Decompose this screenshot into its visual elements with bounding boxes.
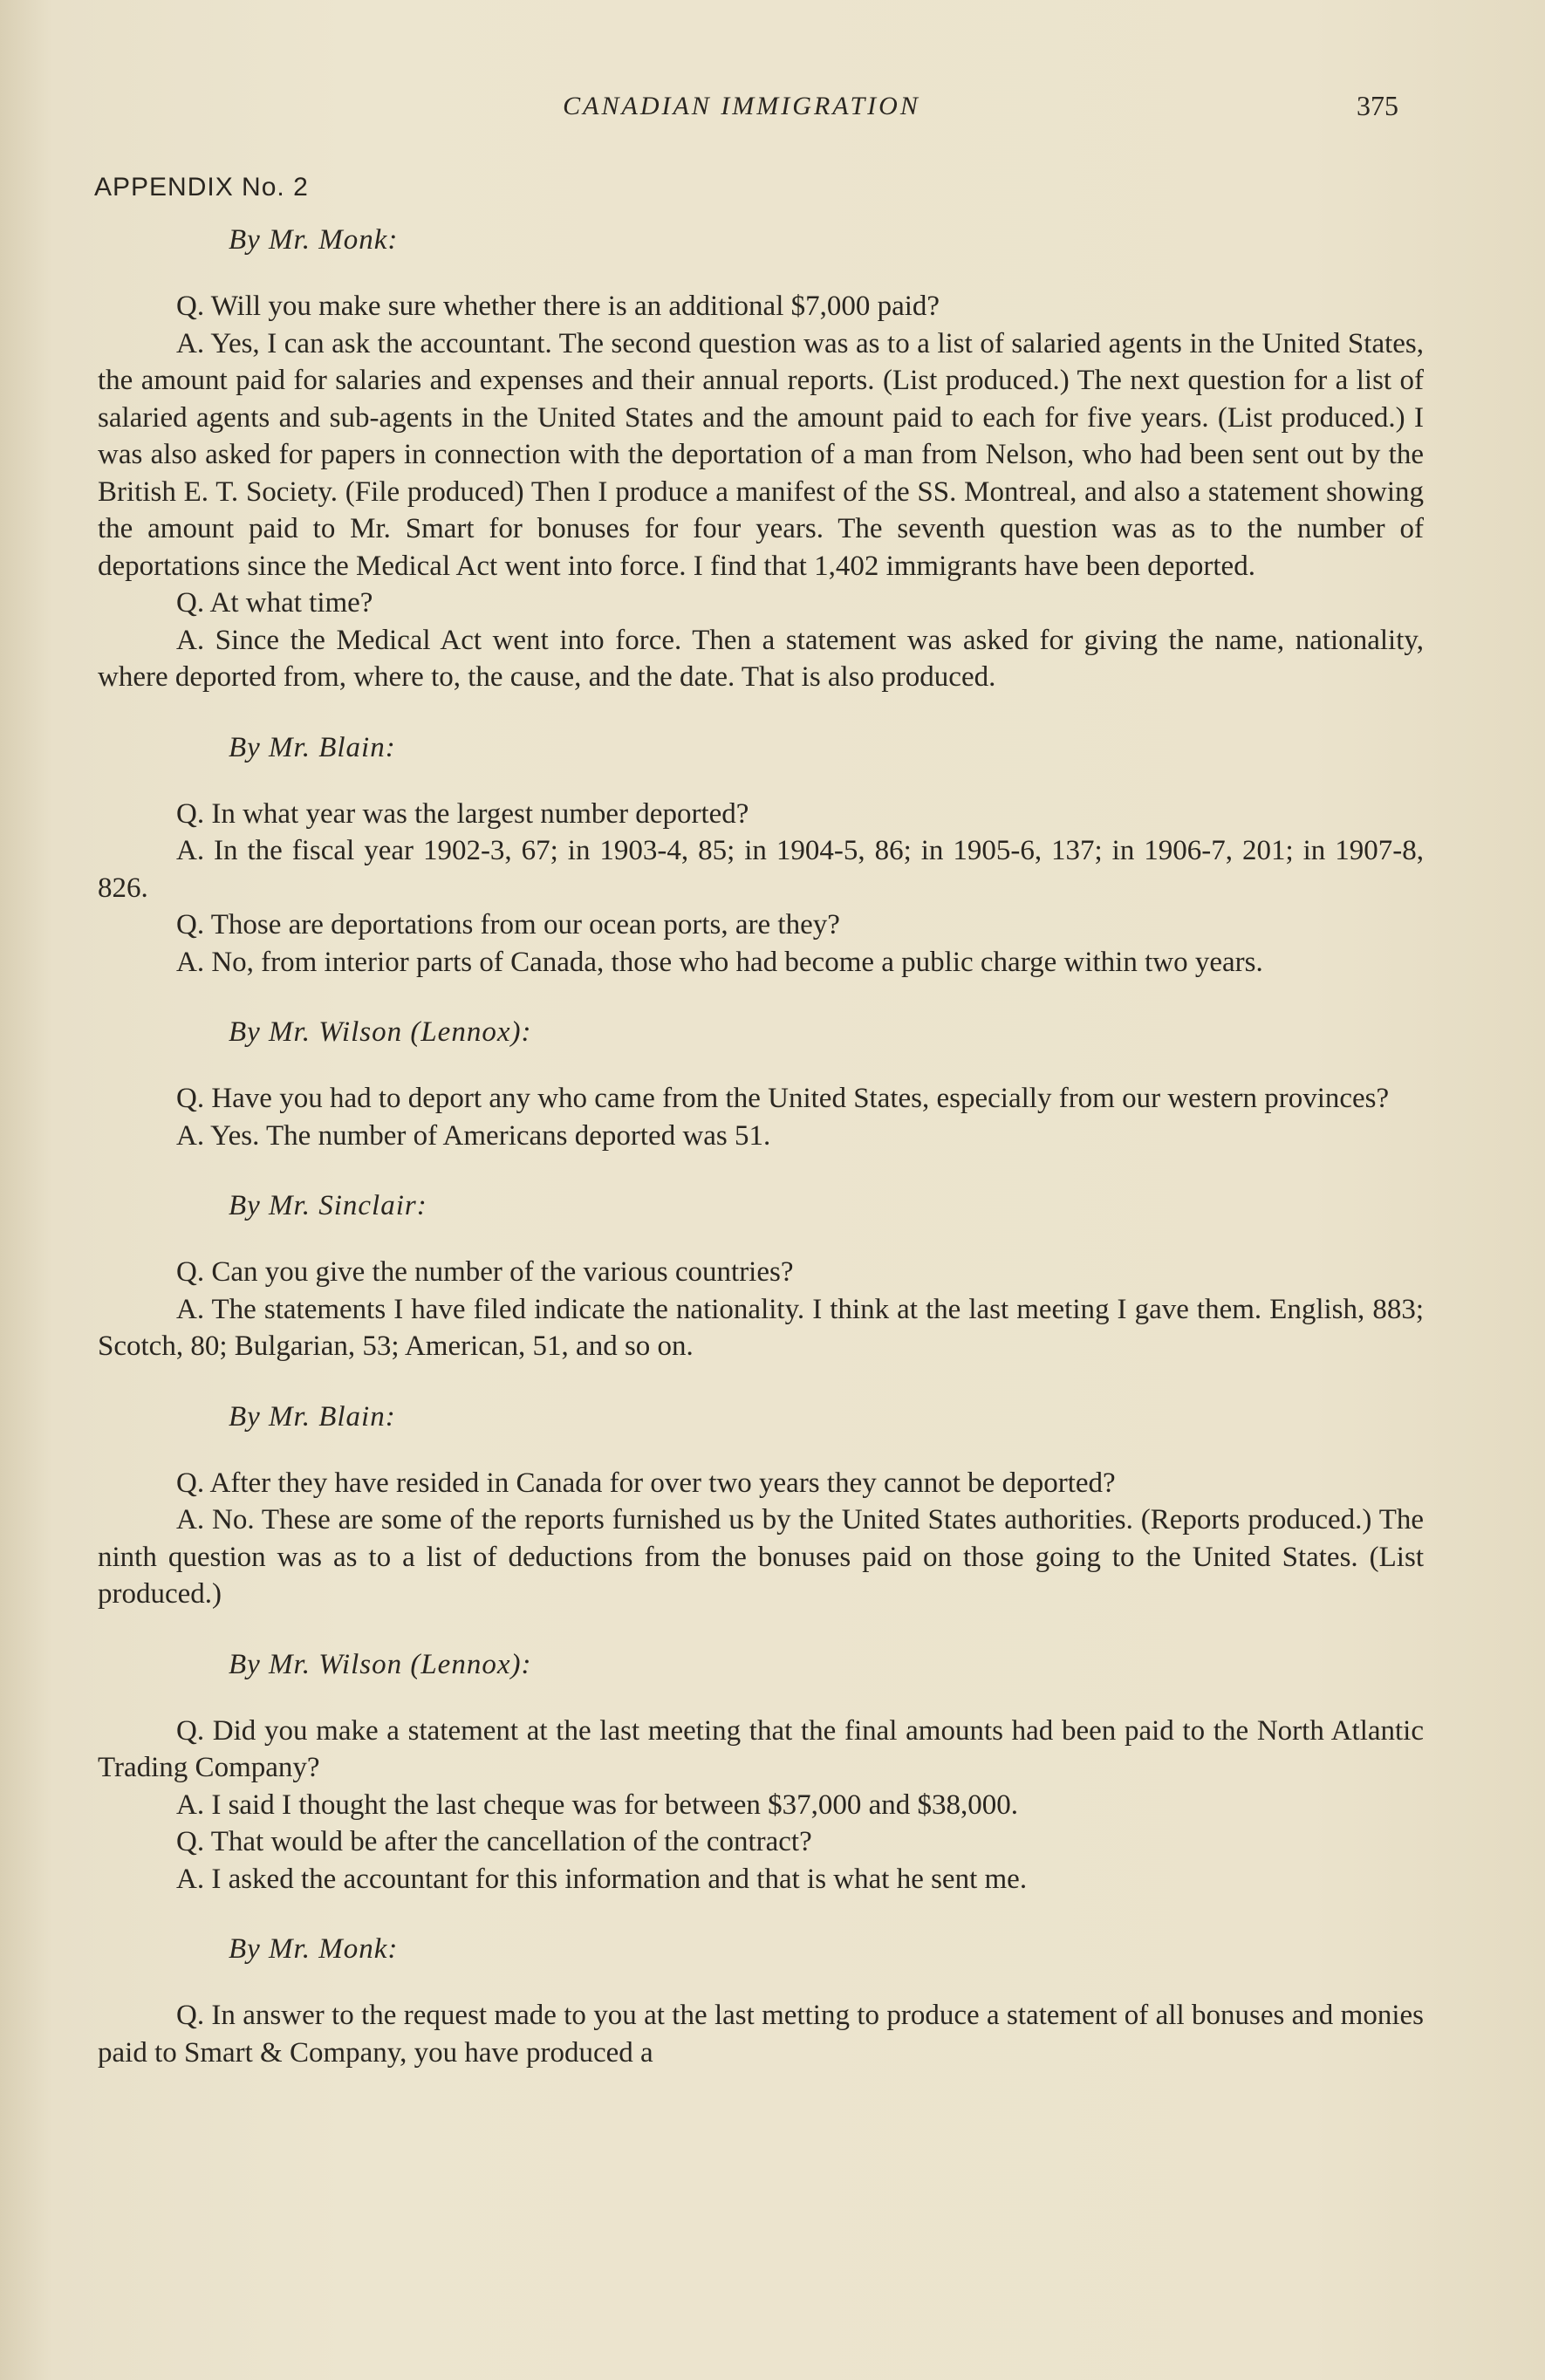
answer: A. No, from interior parts of Canada, those who had become a public charge within two years.: [176, 946, 1263, 978]
answer: A. The statements I have filed indicate the nationality. I think at the last meeting I gave them. English, 883; Scotch, 80; Bulgarian, 53; American, 51, and so on.: [98, 1293, 1424, 1362]
question: Q. After they have resided in Canada for over two years they cannot be deported?: [176, 1467, 1116, 1499]
question: Q. In answer to the request made to you at the last metting to produce a statement of all bonuses and monies paid to Smart & Company, you have produced a: [98, 2000, 1424, 2069]
question: Q. In what year was the largest number deported?: [176, 797, 749, 830]
speaker-heading: By Mr. Monk:: [229, 1933, 399, 1965]
appendix-label: APPENDIX No. 2: [94, 173, 309, 202]
answer: A. No. These are some of the reports furnished us by the United States authorities. (Reports produced.) The ninth question was as to a list of deductions from the bonuses paid on those going to the United States. (List produced.): [98, 1504, 1424, 1610]
transcript-body: [98, 218, 1424, 2071]
speaker-heading: By Mr. Monk:: [229, 224, 399, 256]
page-number: 375: [1357, 90, 1398, 121]
question: Q. Have you had to deport any who came from the United States, especially from our western provinces?: [176, 1083, 1390, 1114]
question: Q. Will you make sure whether there is an additional $7,000 paid?: [176, 291, 940, 322]
answer: A. Yes. The number of Americans deported was 51.: [176, 1119, 771, 1152]
answer: A. I said I thought the last cheque was for between $37,000 and $38,000.: [176, 1788, 1019, 1821]
page-header: [0, 92, 1545, 144]
question: Q. That would be after the cancellation of the contract?: [176, 1826, 812, 1857]
answer: A. In the fiscal year 1902-3, 67; in 1903-4, 85; in 1904-5, 86; in 1905-6, 137; in 1906-7, 201; in 1907-8, 826.: [98, 835, 1424, 904]
speaker-heading: By Mr. Wilson (Lennox):: [229, 1648, 532, 1680]
answer: A. I asked the accountant for this information and that is what he sent me.: [176, 1863, 1028, 1895]
speaker-heading: By Mr. Blain:: [229, 1400, 396, 1433]
speaker-heading: By Mr. Wilson (Lennox):: [229, 1016, 532, 1048]
question: Q. Can you give the number of the various countries?: [176, 1256, 794, 1288]
answer: A. Yes, I can ask the accountant. The second question was as to a list of salaried agents in the United States, the amount paid for salaries and expenses and their annual reports. (List produced.) The next question for a list of salaried agents and sub-agents in the United States and the amount paid to each for five years. (List produced.) I was also asked for papers in connection with the deportation of a man from Nelson, who had been sent out by the British E. T. Society. (File produced) Then I produce a manifest of the SS. Montreal, and also a statement showing the amount paid to Mr. Smart for bonuses for four years. The seventh question was as to the number of deportations since the Medical Act went into force. I find that 1,402 immigrants have been deported.: [98, 327, 1424, 582]
answer: A. Since the Medical Act went into force. Then a statement was asked for giving the name, nationality, where deported from, where to, the cause, and the date. That is also produced.: [98, 624, 1424, 693]
question: Q. Those are deportations from our ocean ports, are they?: [176, 909, 840, 940]
question: Q. At what time?: [176, 587, 373, 619]
speaker-heading: By Mr. Sinclair:: [229, 1190, 427, 1221]
question: Q. Did you make a statement at the last meeting that the final amounts had been paid to the North Atlantic Trading Company?: [98, 1714, 1424, 1783]
running-title: CANADIAN IMMIGRATION: [563, 92, 920, 120]
speaker-heading: By Mr. Blain:: [229, 731, 396, 763]
